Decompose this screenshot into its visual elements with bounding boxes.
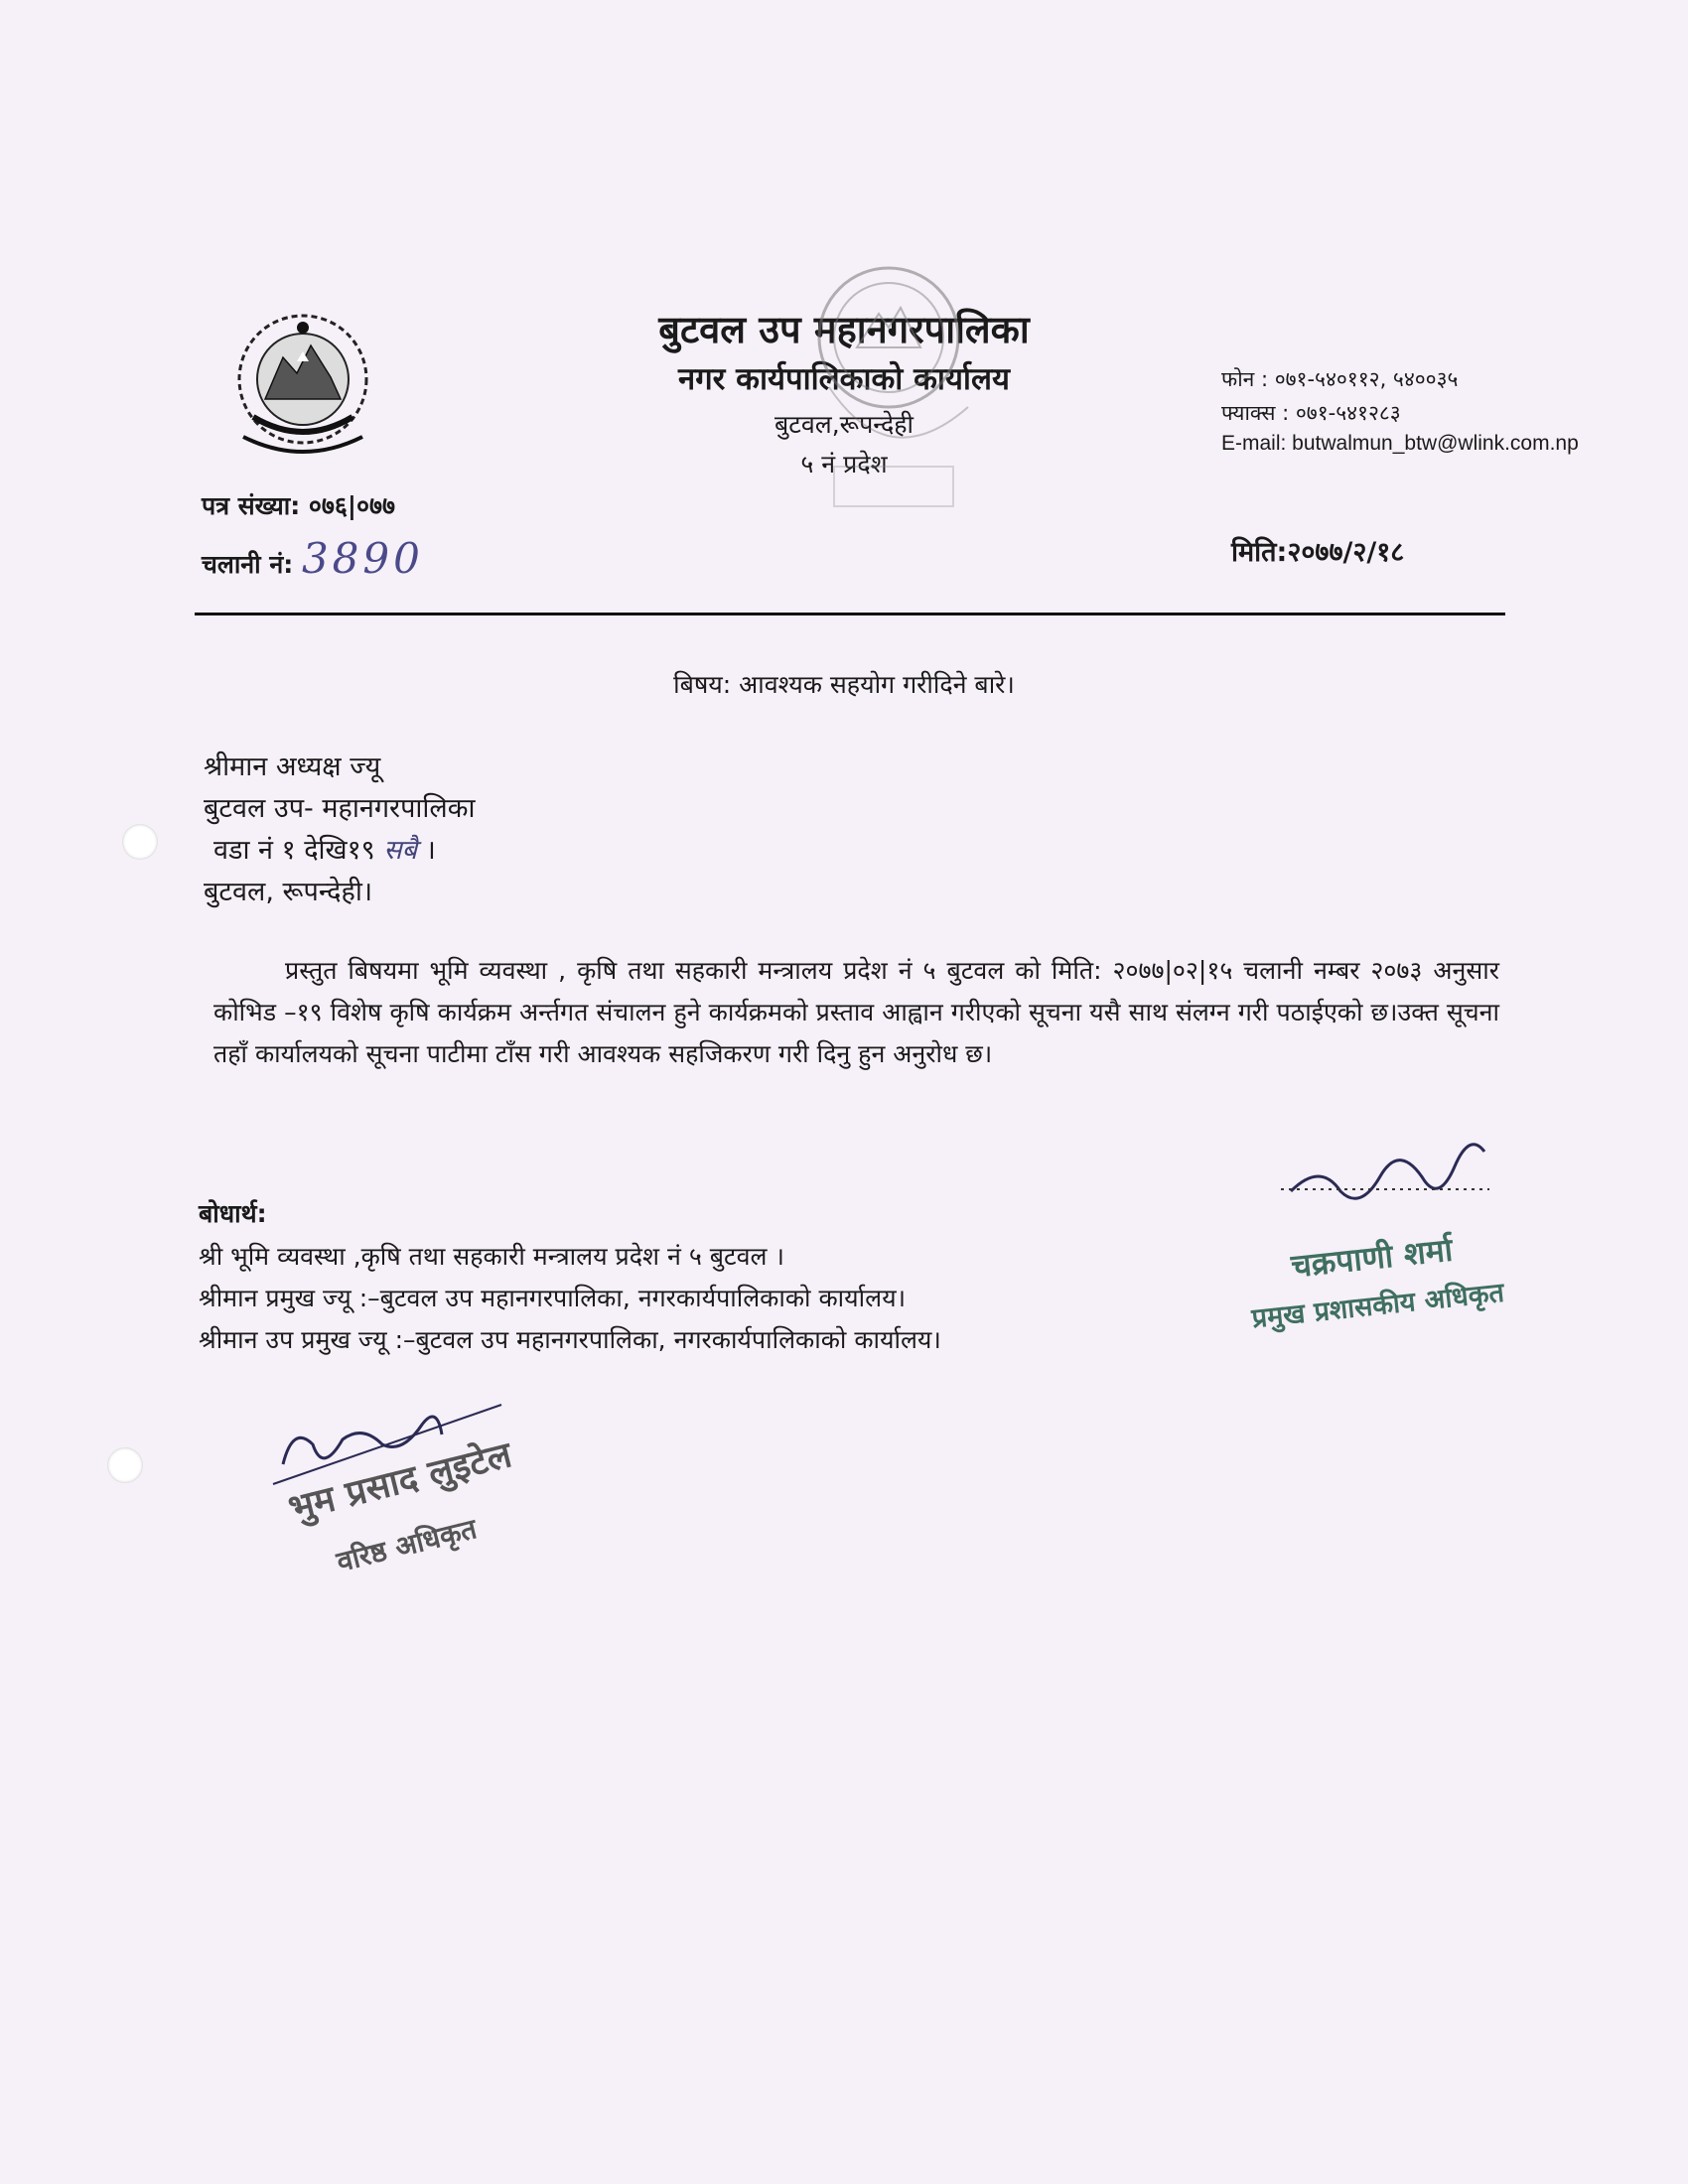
province: ५ नं प्रदेश xyxy=(800,450,888,478)
letter-body: प्रस्तुत बिषयमा भूमि व्यवस्था , कृषि तथा सहकारी मन्त्रालय प्रदेश नं ५ बुटवल को मिति: २०७७|०२|१५ चलानी नम्बर २०७३ अनुसार कोभिड –१९ विशेष कृषि कार्यक्रम अर्न्तगत संचालन हुने कार्यक्रमको प्रस्ताव आह्वान गरीएको सूचना यसै साथ संलग्न गरी पठाईएको छ।उक्त सूचना तहाँ कार्यालयको सूचना पाटीमा टाँस गरी आवश्यक सहजिकरण गरी दिनु हुन अनुरोध छ। xyxy=(213,956,1499,1068)
addressee-line-3 xyxy=(213,830,436,867)
cc-item: श्रीमान प्रमुख ज्यू :–बुटवल उप महानगरपालिका, नगरकार्यपालिकाको कार्यालय। xyxy=(199,1284,907,1312)
header-divider xyxy=(195,613,1505,615)
cc-heading: बोधार्थ: xyxy=(199,1199,267,1228)
office-name: नगर कार्यपालिकाको कार्यालय xyxy=(678,361,1010,397)
signatory-left-name: भुम प्रसाद लुइटेल xyxy=(284,1434,516,1530)
addressee-handwritten: सबै xyxy=(383,835,417,866)
phone-number: फोन : ०७१-५४०११२, ५४००३५ xyxy=(1221,367,1459,391)
patra-sankhya: पत्र संख्या: ०७६|०७७ xyxy=(202,491,396,520)
letter-subject: बिषय: आवश्यक सहयोग गरीदिने बारे। xyxy=(673,670,1015,699)
office-location: बुटवल,रूपन्देही xyxy=(774,410,914,439)
chalani-label: चलानी नं: xyxy=(202,550,294,579)
chalani-number xyxy=(202,534,424,583)
addressee-line-1: श्रीमान अध्यक्ष ज्यू xyxy=(204,751,381,782)
office-round-stamp xyxy=(740,238,1028,536)
addressee-line-3-end: । xyxy=(425,835,436,866)
punch-hole-bottom xyxy=(107,1447,143,1483)
signatory-right-title: प्रमुख प्रशासकीय अधिकृत xyxy=(1250,1277,1506,1335)
addressee-ward: वडा नं १ देखि१९ xyxy=(213,835,375,866)
signature-right-scribble xyxy=(1251,1122,1579,1221)
signature-block-left xyxy=(263,1385,631,1623)
fax-number: फ्याक्स : ०७१-५४१२८३ xyxy=(1221,401,1401,425)
email-address: E-mail: butwalmun_btw@wlink.com.np xyxy=(1221,432,1579,455)
signatory-right-name: चक्रपाणी शर्मा xyxy=(1289,1230,1455,1286)
signatory-left-title: वरिष्ठ अधिकृत xyxy=(333,1512,481,1578)
punch-hole-top xyxy=(122,824,158,860)
addressee-line-2: बुटवल उप- महानगरपालिका xyxy=(204,793,476,824)
cc-item: श्रीमान उप प्रमुख ज्यू :–बुटवल उप महानगरपालिका, नगरकार्यपालिकाको कार्यालय। xyxy=(199,1325,941,1354)
letter-date: मिति:२०७७/२/१८ xyxy=(1231,537,1405,568)
cc-item: श्री भूमि व्यवस्था ,कृषि तथा सहकारी मन्त्रालय प्रदेश नं ५ बुटवल । xyxy=(199,1242,784,1271)
addressee-line-4: बुटवल, रूपन्देही। xyxy=(204,877,373,907)
chalani-handwritten-value: 3890 xyxy=(301,534,424,583)
org-name: बुटवल उप महानगरपालिका xyxy=(658,308,1030,351)
signature-block-right xyxy=(1251,1122,1579,1350)
